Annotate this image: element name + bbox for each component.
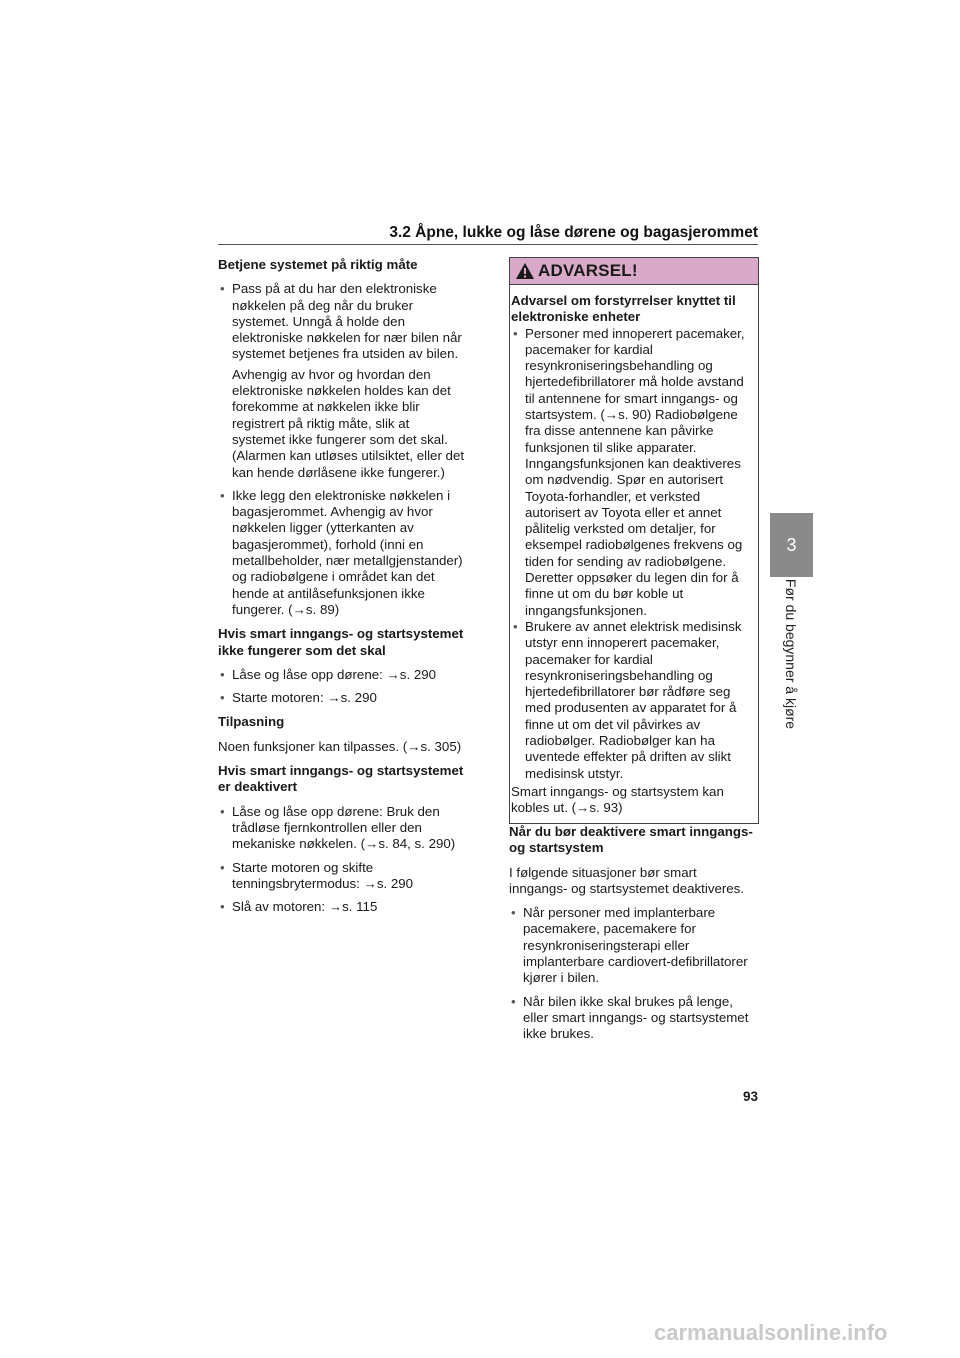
list-item: • Slå av motoren: →s. 115	[218, 899, 466, 915]
section-title: Tilpasning	[218, 714, 285, 730]
section-header: 3.2 Åpne, lukke og låse dørene og bagasjerommet	[389, 224, 758, 241]
list-item: • Når personer med implanterbare pacemakere, pacemakere for resynkroniseringsterapi eller implanterbare cardiovert-defibrillatorer kjører i bilen.	[509, 905, 758, 986]
bullet-list	[218, 281, 466, 618]
list-item: • Låse og låse opp dørene: Bruk den trådløse fjernkontrollen eller den mekaniske nøkkelen. (→s. 84, s. 290)	[218, 804, 466, 853]
section-title: Hvis smart inngangs- og startsystemet ikke fungerer som det skal	[218, 626, 464, 658]
bullet-list	[511, 326, 756, 782]
left-column	[218, 257, 466, 923]
list-item: • Når bilen ikke skal brukes på lenge, eller smart inngangs- og startsystemet ikke brukes.	[509, 994, 758, 1043]
warning-triangle-icon	[515, 262, 535, 280]
list-item-note: Avhengig av hvor og hvordan den elektroniske nøkkelen holdes kan det forekomme at nøkkelen ikke blir registrert på riktig måte, slik at systemet ikke fungerer som det skal. (Alarmen kan utløses utilsiktet, eller det kan hende dørlåsene ikke fungerer.)	[232, 366, 465, 480]
warning-subtitle: Advarsel om forstyrrelser knyttet til elektroniske enheter	[511, 293, 736, 325]
section-title: Betjene systemet på riktig måte	[218, 257, 418, 272]
warning-footer: Smart inngangs- og startsystem kan kobles ut. (→s. 93)	[511, 783, 724, 816]
warning-label: ADVARSEL!	[538, 261, 638, 280]
right-column	[509, 824, 758, 1051]
chapter-tab: 3	[770, 513, 813, 577]
header-divider	[218, 244, 758, 245]
paragraph: Noen funksjoner kan tilpasses. (→s. 305)	[218, 738, 462, 754]
warning-box	[509, 257, 759, 824]
bullet-list	[218, 804, 466, 916]
list-item: • Starte motoren og skifte tenningsbrytermodus: →s. 290	[218, 860, 466, 893]
bullet-list	[509, 905, 758, 1042]
list-item: • Personer med innoperert pacemaker, pacemaker for kardial resynkroniseringsbehandling og hjertedefibrillatorer må holde avstand til antennene for smart inngangs- og startsystem. (→s. 90) Radiobølgene fra disse antennene kan påvirke funksjonen til slike apparater. Inngangsfunksjonen kan deaktiveres om nødvendig. Spør en autorisert Toyota-forhandler, et verksted autorisert av Toyota eller et annet pålitelig verksted om detaljer, for eksempel radiobølgenes frekvens og tiden for sending av radiobølgene. Deretter oppsøker du legen din for å finne ut om du bør koble ut inngangsfunksjonen.	[511, 326, 756, 619]
list-item: • Låse og låse opp dørene: →s. 290	[218, 667, 466, 683]
list-item	[218, 281, 466, 481]
page-number: 93	[742, 1089, 758, 1104]
section-title: Hvis smart inngangs- og startsystemet er deaktivert	[218, 763, 464, 795]
warning-body	[510, 285, 758, 823]
bullet-list	[218, 667, 466, 707]
watermark: carmanualsonline.info	[654, 1320, 888, 1345]
list-item: • Brukere av annet elektrisk medisinsk utstyr enn innoperert pacemaker, pacemaker for kardial resynkroniseringsbehandling og hjertedefibrillatorer bør rådføre seg med produsenten av apparatet for å finne ut om det vil påvirkes av radiobølger. Radiobølger kan ha uventede effekter på driften av slikt medisinsk utstyr.	[511, 619, 756, 782]
section-title: Når du bør deaktivere smart inngangs- og startsystem	[509, 824, 753, 856]
paragraph: I følgende situasjoner bør smart inngangs- og startsystemet deaktiveres.	[509, 864, 745, 896]
chapter-label: Før du begynner å kjøre	[783, 578, 799, 730]
warning-header	[510, 258, 758, 285]
list-item-text: Pass på at du har den elektroniske nøkkelen på deg når du bruker systemet. Unngå å holde den elektroniske nøkkelen for nær bilen når systemet betjenes fra utsiden av bilen.	[232, 281, 462, 362]
list-item: • Starte motoren: →s. 290	[218, 690, 466, 706]
list-item: • Ikke legg den elektroniske nøkkelen i bagasjerommet. Avhengig av hvor nøkkelen ligger (ytterkanten av bagasjerommet), forhold (inni en metallbeholder, nær metallgjenstander) og radiobølgene i området kan det hende at antilåsefunksjonen ikke fungerer. (→s. 89)	[218, 488, 466, 618]
